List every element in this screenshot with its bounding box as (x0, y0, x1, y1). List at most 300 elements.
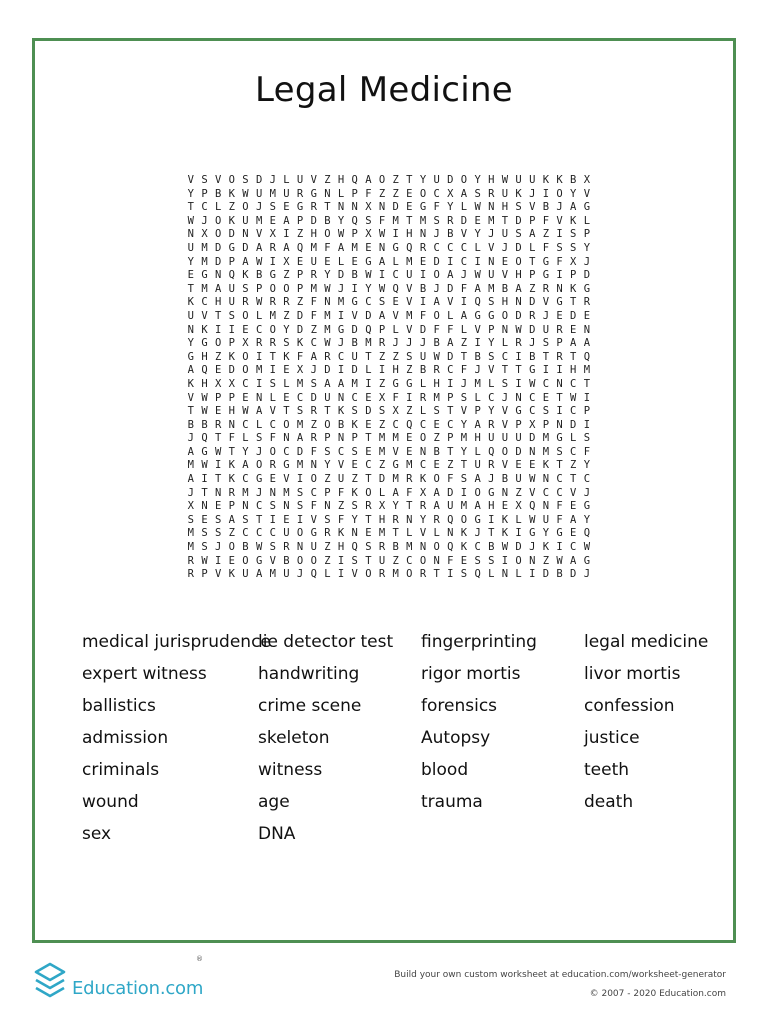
grid-letter: T (460, 350, 468, 363)
grid-letter: T (365, 513, 372, 526)
grid-letter: R (488, 418, 495, 431)
grid-letter: C (488, 391, 495, 404)
grid-letter: R (406, 473, 413, 486)
grid-letter: K (460, 527, 468, 540)
grid-letter: C (255, 500, 263, 513)
grid-letter: F (542, 241, 550, 254)
grid-letter: Y (337, 214, 345, 227)
grid-letter: H (337, 174, 345, 186)
grid-letter: S (542, 405, 550, 418)
grid-letter: S (433, 214, 440, 227)
grid-letter: C (255, 527, 263, 540)
grid-letter: V (310, 174, 317, 186)
grid-letter: W (529, 513, 536, 526)
grid-letter: U (501, 228, 509, 241)
grid-letter: R (269, 337, 276, 350)
grid-letter: H (488, 500, 495, 513)
grid-row (184, 296, 594, 310)
grid-letter: A (460, 309, 468, 322)
grid-letter: J (433, 282, 440, 295)
grid-letter: U (501, 432, 509, 445)
grid-letter: Y (583, 459, 591, 472)
grid-letter: L (324, 568, 331, 581)
grid-letter: Y (488, 405, 495, 418)
grid-letter: G (201, 269, 208, 282)
grid-letter: L (460, 323, 468, 336)
grid-letter: S (310, 377, 317, 390)
grid-letter: R (419, 391, 427, 404)
grid-letter: S (378, 405, 386, 418)
grid-letter: Y (324, 459, 331, 472)
grid-row (184, 283, 594, 297)
grid-letter: K (542, 459, 550, 472)
word-list-item: skeleton (258, 728, 330, 748)
footer-promo[interactable]: Build your own custom worksheet at education.com/worksheet-generator (394, 970, 726, 980)
grid-letter: W (515, 323, 522, 336)
grid-letter: I (337, 364, 345, 377)
grid-letter: V (406, 296, 413, 309)
grid-letter: E (351, 255, 358, 268)
grid-letter: Y (187, 337, 194, 350)
grid-letter: W (201, 459, 208, 472)
grid-letter: D (228, 228, 235, 241)
grid-letter: D (351, 364, 358, 377)
grid-letter: B (570, 174, 577, 186)
grid-letter: X (228, 377, 235, 390)
grid-letter: R (365, 500, 372, 513)
grid-letter: V (501, 418, 509, 431)
grid-letter: R (283, 541, 290, 554)
grid-letter: A (310, 350, 317, 363)
grid-letter: J (460, 377, 468, 390)
grid-letter: K (242, 269, 249, 282)
grid-letter: Z (283, 269, 290, 282)
grid-letter: M (283, 486, 290, 499)
grid-letter: D (296, 445, 304, 458)
grid-letter: S (269, 541, 276, 554)
grid-letter: E (283, 201, 290, 214)
grid-letter: T (324, 201, 331, 214)
grid-letter: B (474, 350, 481, 363)
grid-letter: M (406, 459, 413, 472)
grid-letter: Q (583, 350, 591, 363)
grid-letter: U (228, 282, 235, 295)
grid-letter: Q (447, 513, 454, 526)
word-list-item: admission (82, 728, 169, 748)
grid-letter: I (542, 187, 550, 200)
grid-letter: H (378, 513, 386, 526)
grid-letter: S (242, 174, 249, 186)
grid-letter: F (447, 473, 454, 486)
grid-letter: Z (228, 527, 235, 540)
grid-letter: S (324, 445, 331, 458)
grid-letter: K (542, 541, 550, 554)
grid-row (184, 555, 594, 569)
grid-letter: T (365, 432, 372, 445)
grid-letter: V (187, 174, 194, 186)
grid-letter: F (556, 513, 563, 526)
grid-letter: B (433, 445, 440, 458)
grid-letter: D (447, 174, 454, 186)
grid-letter: O (324, 418, 331, 431)
grid-row (184, 500, 594, 514)
grid-letter: Y (474, 174, 481, 186)
grid-letter: R (269, 241, 276, 254)
grid-letter: R (515, 337, 522, 350)
grid-letter: O (501, 445, 509, 458)
grid-letter: K (228, 473, 235, 486)
grid-letter: Q (228, 269, 235, 282)
grid-letter: R (556, 350, 563, 363)
grid-letter: U (488, 432, 495, 445)
grid-letter: L (515, 568, 522, 581)
grid-letter: O (501, 309, 509, 322)
grid-letter: S (460, 391, 468, 404)
grid-letter: E (201, 513, 208, 526)
grid-letter: O (419, 554, 427, 567)
grid-letter: Q (474, 568, 481, 581)
grid-letter: M (378, 432, 386, 445)
grid-letter: U (515, 473, 522, 486)
grid-letter: C (447, 241, 454, 254)
grid-letter: I (214, 323, 222, 336)
grid-letter: H (515, 269, 522, 282)
grid-letter: U (474, 459, 481, 472)
grid-letter: M (187, 459, 194, 472)
grid-letter: O (242, 350, 249, 363)
grid-letter: L (447, 309, 454, 322)
grid-letter: T (515, 364, 522, 377)
grid-letter: K (296, 337, 304, 350)
grid-letter: G (283, 459, 290, 472)
grid-letter: S (474, 187, 481, 200)
grid-letter: O (269, 445, 276, 458)
grid-letter: N (583, 323, 591, 336)
grid-letter: H (392, 364, 399, 377)
grid-letter: F (296, 350, 304, 363)
grid-letter: G (583, 554, 591, 567)
grid-letter: E (556, 309, 563, 322)
word-list-item: death (584, 792, 634, 812)
grid-letter: C (447, 418, 454, 431)
grid-letter: D (310, 214, 317, 227)
grid-letter: A (515, 282, 522, 295)
grid-letter: W (255, 541, 263, 554)
grid-letter: O (283, 418, 290, 431)
grid-letter: S (269, 377, 276, 390)
grid-letter: Z (542, 228, 550, 241)
grid-letter: Z (310, 418, 317, 431)
grid-letter: A (433, 500, 440, 513)
grid-letter: E (501, 500, 509, 513)
grid-letter: Y (488, 337, 495, 350)
grid-row (184, 188, 594, 202)
grid-letter: T (214, 432, 222, 445)
grid-letter: N (201, 500, 208, 513)
grid-letter: C (460, 255, 468, 268)
grid-letter: C (583, 473, 591, 486)
word-list-item: ballistics (82, 696, 156, 716)
grid-letter: O (269, 323, 276, 336)
grid-letter: T (556, 391, 563, 404)
grid-letter: O (433, 309, 440, 322)
grid-letter: I (201, 473, 208, 486)
grid-letter: O (365, 568, 372, 581)
grid-letter: F (337, 486, 345, 499)
grid-letter: K (351, 418, 358, 431)
grid-letter: O (242, 201, 249, 214)
grid-letter: C (570, 445, 577, 458)
grid-row (184, 351, 594, 365)
grid-letter: N (378, 201, 386, 214)
grid-letter: H (433, 377, 440, 390)
grid-letter: C (337, 445, 345, 458)
grid-letter: O (296, 527, 304, 540)
grid-letter: W (324, 282, 331, 295)
grid-letter: G (392, 241, 399, 254)
grid-letter: T (255, 513, 263, 526)
grid-letter: D (447, 282, 454, 295)
grid-letter: T (570, 350, 577, 363)
grid-letter: P (542, 418, 550, 431)
grid-letter: W (201, 405, 208, 418)
grid-letter: O (296, 554, 304, 567)
grid-letter: R (529, 309, 536, 322)
grid-letter: I (474, 255, 481, 268)
grid-letter: M (351, 241, 358, 254)
grid-letter: V (460, 228, 468, 241)
grid-letter: T (214, 473, 222, 486)
grid-letter: L (488, 377, 495, 390)
grid-letter: O (242, 554, 249, 567)
grid-letter: E (351, 459, 358, 472)
grid-letter: E (433, 459, 440, 472)
grid-letter: A (570, 201, 577, 214)
grid-letter: E (419, 255, 427, 268)
grid-row (184, 228, 594, 242)
grid-letter: L (337, 255, 345, 268)
grid-letter: T (447, 445, 454, 458)
word-list-item: fingerprinting (421, 632, 537, 652)
grid-letter: B (501, 282, 509, 295)
grid-letter: M (296, 459, 304, 472)
grid-letter: N (529, 445, 536, 458)
grid-letter: C (242, 473, 249, 486)
grid-letter: U (542, 323, 550, 336)
grid-letter: O (269, 282, 276, 295)
grid-letter: J (296, 568, 304, 581)
grid-letter: I (556, 364, 563, 377)
grid-letter: W (501, 174, 509, 186)
grid-letter: C (365, 459, 372, 472)
grid-letter: S (269, 201, 276, 214)
grid-letter: C (570, 377, 577, 390)
grid-letter: I (556, 269, 563, 282)
grid-letter: D (515, 445, 522, 458)
grid-letter: P (529, 214, 536, 227)
grid-letter: C (296, 391, 304, 404)
grid-letter: M (337, 296, 345, 309)
grid-letter: J (214, 541, 222, 554)
grid-letter: S (214, 513, 222, 526)
grid-letter: A (447, 337, 454, 350)
grid-letter: E (283, 391, 290, 404)
grid-letter: W (255, 255, 263, 268)
grid-letter: I (474, 337, 481, 350)
grid-letter: Q (529, 500, 536, 513)
grid-letter: Z (447, 459, 454, 472)
word-list-item: teeth (584, 760, 630, 780)
grid-letter: K (228, 187, 235, 200)
grid-letter: A (337, 241, 345, 254)
grid-row (184, 310, 594, 324)
grid-letter: M (474, 377, 481, 390)
grid-letter: N (310, 459, 317, 472)
grid-letter: M (201, 241, 208, 254)
grid-letter: L (378, 486, 386, 499)
grid-letter: T (392, 527, 399, 540)
grid-letter: H (201, 377, 208, 390)
grid-letter: K (501, 527, 509, 540)
grid-letter: J (187, 486, 194, 499)
grid-letter: Q (447, 541, 454, 554)
grid-letter: N (529, 554, 536, 567)
grid-letter: N (324, 500, 331, 513)
grid-letter: D (515, 214, 522, 227)
grid-letter: D (529, 432, 536, 445)
grid-letter: S (201, 541, 208, 554)
grid-row (184, 269, 594, 283)
grid-letter: B (419, 282, 427, 295)
grid-letter: F (392, 391, 399, 404)
word-list-item: crime scene (258, 696, 362, 716)
word-list-item: trauma (421, 792, 483, 812)
grid-letter: L (365, 364, 372, 377)
grid-letter: T (433, 568, 440, 581)
grid-letter: T (583, 377, 591, 390)
grid-letter: D (255, 174, 263, 186)
grid-letter: E (570, 500, 577, 513)
grid-letter: N (228, 418, 235, 431)
grid-letter: Z (460, 337, 468, 350)
grid-letter: M (488, 214, 495, 227)
grid-letter: B (255, 269, 263, 282)
grid-letter: A (433, 486, 440, 499)
grid-letter: K (228, 568, 235, 581)
grid-letter: B (351, 337, 358, 350)
grid-letter: S (488, 554, 495, 567)
grid-letter: R (419, 500, 427, 513)
grid-letter: X (378, 500, 386, 513)
grid-letter: U (242, 214, 249, 227)
grid-letter: L (419, 377, 427, 390)
grid-row (184, 392, 594, 406)
grid-letter: S (201, 174, 208, 186)
grid-letter: I (419, 296, 427, 309)
grid-letter: J (474, 364, 481, 377)
grid-letter: Z (406, 405, 413, 418)
grid-letter: I (406, 391, 413, 404)
grid-letter: J (433, 228, 440, 241)
grid-letter: T (187, 405, 194, 418)
grid-letter: Z (324, 174, 331, 186)
grid-letter: P (324, 486, 331, 499)
grid-letter: D (460, 214, 468, 227)
grid-letter: G (583, 500, 591, 513)
grid-letter: E (324, 255, 331, 268)
grid-letter: C (337, 350, 345, 363)
education-logo[interactable] (30, 960, 230, 1004)
grid-letter: Z (324, 554, 331, 567)
grid-letter: V (283, 473, 290, 486)
grid-letter: I (460, 486, 468, 499)
grid-letter: Y (460, 445, 468, 458)
grid-letter: V (474, 323, 481, 336)
grid-letter: A (474, 500, 481, 513)
grid-letter: A (228, 513, 235, 526)
grid-letter: U (296, 174, 304, 186)
grid-letter: F (310, 309, 317, 322)
grid-letter: Q (310, 568, 317, 581)
grid-letter: D (515, 309, 522, 322)
grid-letter: O (378, 174, 386, 186)
grid-letter: D (214, 241, 222, 254)
grid-letter: E (214, 364, 222, 377)
grid-letter: Z (296, 228, 304, 241)
grid-letter: J (474, 527, 481, 540)
grid-letter: S (324, 513, 331, 526)
grid-letter: N (269, 486, 276, 499)
grid-letter: B (201, 418, 208, 431)
grid-letter: V (310, 513, 317, 526)
grid-letter: G (406, 377, 413, 390)
grid-letter: R (228, 486, 235, 499)
grid-letter: D (214, 255, 222, 268)
grid-letter: V (406, 323, 413, 336)
grid-letter: P (474, 405, 481, 418)
grid-letter: B (242, 541, 249, 554)
grid-letter: X (187, 500, 194, 513)
grid-letter: R (488, 187, 495, 200)
grid-letter: G (351, 296, 358, 309)
grid-letter: G (488, 309, 495, 322)
grid-letter: T (228, 445, 235, 458)
grid-letter: D (570, 418, 577, 431)
grid-letter: E (406, 187, 413, 200)
grid-letter: E (474, 214, 481, 227)
grid-letter: B (529, 350, 536, 363)
grid-letter: H (310, 228, 317, 241)
word-list-item: witness (258, 760, 323, 780)
grid-letter: Y (460, 418, 468, 431)
logo-text: Education.com (72, 978, 204, 999)
grid-letter: E (570, 323, 577, 336)
grid-letter: R (419, 241, 427, 254)
grid-letter: D (583, 269, 591, 282)
grid-letter: M (310, 282, 317, 295)
grid-letter: N (187, 228, 194, 241)
grid-letter: L (474, 241, 481, 254)
grid-letter: E (392, 296, 399, 309)
grid-letter: W (378, 282, 386, 295)
grid-letter: Q (406, 418, 413, 431)
grid-letter: D (392, 201, 399, 214)
grid-letter: G (228, 241, 235, 254)
grid-letter: O (460, 513, 468, 526)
grid-letter: U (433, 174, 440, 186)
grid-letter: I (542, 364, 550, 377)
grid-letter: A (460, 187, 468, 200)
